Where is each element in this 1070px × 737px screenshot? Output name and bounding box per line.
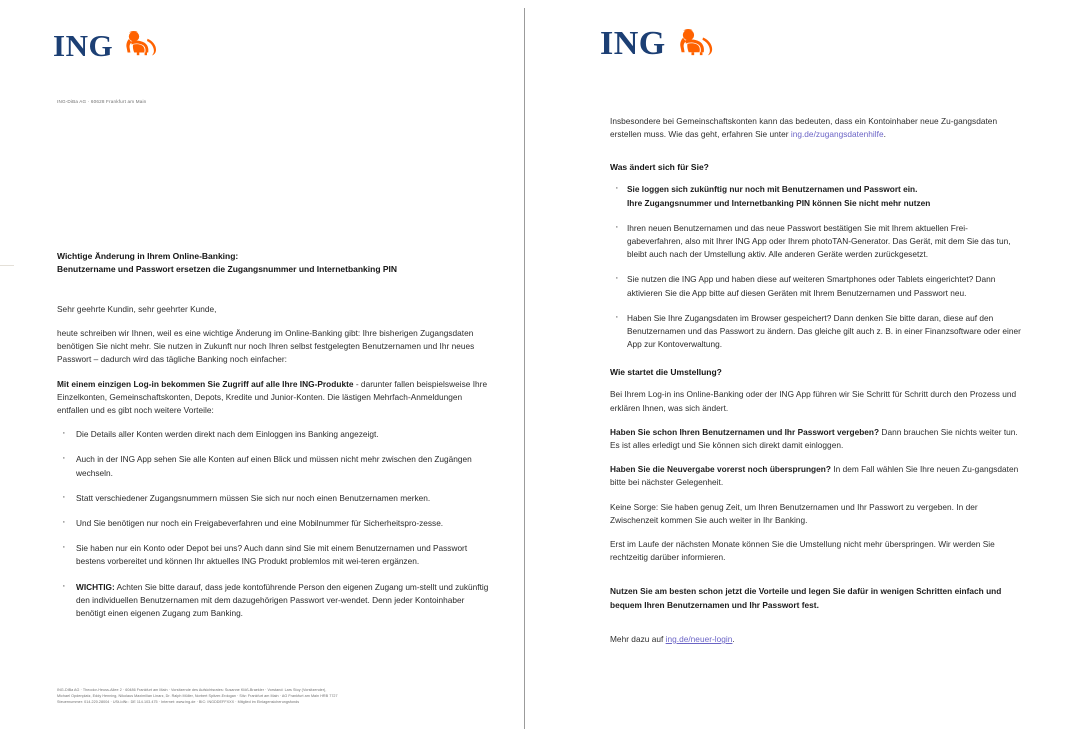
more-info-prefix: Mehr dazu auf bbox=[610, 633, 666, 644]
sender-address-line: ING-DiBa AG · 60628 Frankfurt am Main bbox=[57, 99, 147, 104]
left-page-body bbox=[57, 250, 489, 620]
login-line1: Sie loggen sich zukünftig nur noch mit Benutzernamen und Passwort ein. bbox=[627, 184, 918, 195]
fold-mark bbox=[0, 265, 14, 266]
months-paragraph: Erst im Laufe der nächsten Monate können Sie die Umstellung nicht mehr überspringen. Wir werden Sie rechtzeitig darüber informieren. bbox=[610, 539, 995, 563]
footer-line-3: Steuernummer: 014.220.28004 · USt-IdNr.: DE 114.103.475 · Internet: www.ing.de · BIC: INGDDEFFXXX · Mitglied im Einlagensicherungsfonds bbox=[57, 700, 300, 705]
ing-lion-icon bbox=[673, 28, 719, 61]
list-item-login bbox=[610, 183, 1022, 209]
already-set-paragraph bbox=[610, 426, 1022, 452]
letter-heading-line2: Benutzername und Passwort ersetzen die Zugangsnummer und Internetbanking PIN bbox=[57, 264, 398, 275]
list-item: · Ihren neuen Benutzernamen und das neue Passwort bestätigen Sie mit Ihrem aktuellen Frei-gabeverfahren, also mit Ihrer ING App oder Ihrem photoTAN-Generator. Das Gerät, mit dem Sie das tun, bleibt auch nach der Umstellung aktiv. Alle anderen Geräte werden zurückgesetzt. bbox=[610, 222, 1022, 262]
right-page-body bbox=[610, 115, 1022, 646]
wichtig-label: WICHTIG: bbox=[76, 581, 115, 592]
joint-account-text: Insbesondere bei Gemeinschaftskonten kann das bedeuten, dass ein Kontoinhaber neue Zu-gangsdaten erstellen muss. Wie das geht, erfahren Sie unter bbox=[610, 116, 998, 140]
page-divider bbox=[524, 8, 525, 729]
legal-footer bbox=[57, 687, 507, 706]
intro-paragraph: heute schreiben wir Ihnen, weil es eine wichtige Änderung im Online-Banking gibt: Ihre bisherigen Zugangsdaten benötigen Sie nicht mehr. Sie nutzen in Zukunft nur noch Ihren selbst festgelegten Benutzernamen und Ihr neues Passwort – dadurch wird das tägliche Banking noch einfacher: bbox=[57, 328, 475, 365]
letter-heading-line1: Wichtige Änderung in Ihrem Online-Banking: bbox=[57, 251, 239, 261]
page-right bbox=[524, 0, 1070, 737]
skipped-answer: In dem Fall wählen Sie Ihre neuen Zu-gangsdaten bitte bei nächster Gelegenheit. bbox=[610, 464, 1019, 488]
benefits-list bbox=[57, 428, 489, 620]
list-item: · Die Details aller Konten werden direkt nach dem Einloggen ins Banking angezeigt. bbox=[57, 428, 489, 441]
changes-list bbox=[610, 183, 1022, 351]
joint-account-text-end: . bbox=[883, 129, 886, 140]
products-paragraph-bold: Mit einem einzigen Log-in bekommen Sie Zugriff auf alle Ihre ING-Produkte bbox=[57, 378, 354, 389]
closing-call-to-action: Nutzen Sie am besten schon jetzt die Vorteile und legen Sie dafür in wenigen Schritten einfach und bequem Ihren Benutzernamen und Ihr Passwort fest. bbox=[610, 586, 1002, 610]
section-heading-was-aendert-sich: Was ändert sich für Sie? bbox=[610, 162, 709, 173]
products-paragraph-rest: - darunter fallen beispielsweise Ihre Einzelkonten, Gemeinschaftskonten, Depots, Kredite und Junior-Konten. Die lästigen Mehrfach-Anmeldungen entfallen und es gibt noch weitere Vorteile: bbox=[57, 378, 488, 416]
ing-logo-right bbox=[600, 27, 719, 61]
joint-account-paragraph bbox=[610, 115, 1022, 141]
already-set-question: Haben Sie schon Ihren Benutzernamen und Ihr Passwort vergeben? bbox=[610, 426, 880, 437]
list-item: · Haben Sie Ihre Zugangsdaten im Browser gespeichert? Dann denken Sie bitte daran, diese auf den Benutzernamen und das Passwort zu ändern. Das gleiche gilt auch z. B. in einer Finanzsoftware oder einer App zur Kontoverwaltung. bbox=[610, 312, 1022, 352]
list-item: · Statt verschiedener Zugangsnummern müssen Sie sich nur noch einen Benutzernamen merken. bbox=[57, 492, 489, 505]
list-item: · Und Sie benötigen nur noch ein Freigabeverfahren und eine Mobilnummer für Sicherheitspro-zesse. bbox=[57, 517, 489, 530]
logo-wordmark: ING bbox=[600, 25, 666, 62]
list-item: · Sie haben nur ein Konto oder Depot bei uns? Auch dann sind Sie mit einem Benutzernamen und Passwort bestens vorbereitet und können Ihr aktuelles ING Produkt problemlos mit wei-teren ergänzen. bbox=[57, 542, 489, 568]
list-item: · Auch in der ING App sehen Sie alle Konten auf einen Blick und müssen nicht mehr zwischen den Zugängen wechseln. bbox=[57, 453, 489, 479]
link-zugangsdatenhilfe[interactable]: ing.de/zugangsdatenhilfe bbox=[790, 129, 884, 140]
wichtig-text: Achten Sie bitte darauf, dass jede kontoführende Person den eigenen Zugang um-stellt und zukünftig den individuellen Benutzernamen mit dem dazugehörigen Passwort ver-wendet. Denn jeder Kontoinhaber benötigt einen eigenen Zugang zum Banking. bbox=[76, 581, 489, 619]
footer-line-2: Michael Opdenplatz, Eddy Henning, Nikolaus Maximilian Linarz, Dr. Ralph Müller, Norbert Spitzer-Erdogan · Sitz: Frankfurt am Main · AG Frankfurt am Main HRB 7727 bbox=[57, 694, 338, 699]
list-item-wichtig bbox=[57, 581, 489, 621]
already-set-answer: Dann brauchen Sie nichts weiter tun. Es ist alles erledigt und Sie können sich direkt damit einloggen. bbox=[610, 426, 1018, 451]
time-paragraph: Keine Sorge: Sie haben genug Zeit, um Ihren Benutzernamen und Ihr Passwort zu vergeben. In der Zwischenzeit kommen Sie auch weiter in Ihr Banking. bbox=[610, 501, 978, 525]
footer-line-1: ING-DiBa AG · Theodor-Heuss-Allee 2 · 60486 Frankfurt am Main · Vorsitzende des Aufsichtsrates: Susanne Klöß-Braekler · Vorstand: Lars Stoy (Vorsitzender), bbox=[57, 688, 327, 692]
section-heading-wie-startet: Wie startet die Umstellung? bbox=[610, 367, 722, 378]
rollout-paragraph: Bei Ihrem Log-in ins Online-Banking oder der ING App führen wir Sie Schritt für Schritt durch den Prozess und erklären Ihnen, was sich ändert. bbox=[610, 389, 1017, 413]
ing-lion-icon bbox=[120, 30, 162, 61]
list-item: · Sie nutzen die ING App und haben diese auf weiteren Smartphones oder Tablets eingerichtet? Dann aktivieren Sie die App bitte auf diesen Geräten mit Ihrem Benutzernamen und Passwort neu. bbox=[610, 273, 1022, 299]
link-neuer-login[interactable]: ing.de/neuer-login bbox=[665, 633, 733, 644]
skipped-paragraph bbox=[610, 463, 1022, 489]
login-line2: Ihre Zugangsnummer und Internetbanking PIN können Sie nicht mehr nutzen bbox=[627, 197, 931, 208]
more-info-paragraph bbox=[610, 633, 1022, 646]
products-paragraph bbox=[57, 378, 489, 418]
more-info-end: . bbox=[732, 633, 735, 644]
page-left bbox=[0, 0, 524, 737]
ing-logo-left bbox=[53, 30, 162, 61]
skipped-question: Haben Sie die Neuvergabe vorerst noch übersprungen? bbox=[610, 464, 831, 475]
salutation: Sehr geehrte Kundin, sehr geehrter Kunde, bbox=[57, 303, 217, 314]
logo-wordmark: ING bbox=[53, 28, 114, 63]
